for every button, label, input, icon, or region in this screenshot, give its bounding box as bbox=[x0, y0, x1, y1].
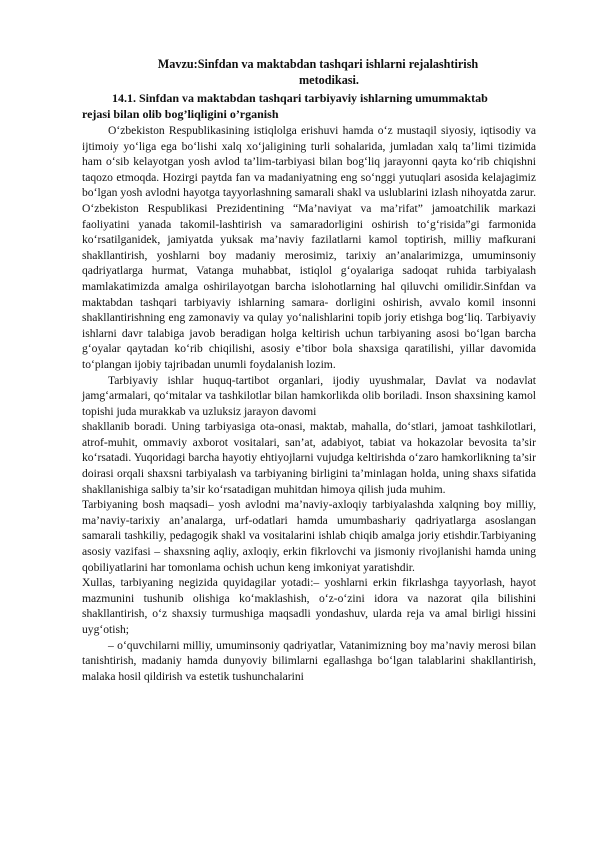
document-title-line2: metodikasi. bbox=[299, 73, 359, 87]
body-paragraph: – o‘quvchilarni milliy, umuminsoniy qadriyatlar, Vatanimizning boy ma’naviy merosi bilan tanishtirish, madaniy hamda dunyoviy bilimlarni egallashga bo‘lgan talablarini shakllantirish, malaka hosil qildirish va estetik tushunchalarini bbox=[82, 638, 536, 683]
document-title-line1: Mavzu:Sinfdan va maktabdan tashqari ishlarni rejalashtirish bbox=[157, 57, 479, 71]
body-paragraph: Tarbiyaning bosh maqsadi– yosh avlodni ma’naviy-axloqiy tarbiyalashda xalqning boy milliy, ma’naviy-tarixiy an’analarga, urf-odatlari hamda umumbashariy qadriyatlarga asoslangan samarali tashkiliy, pedagogik shakl va vositalarini ishlab chiqib amalga joriy etishdir.Tarbiyaning asosiy vazifasi – shaxsning aqliy, axloqiy, erkin fikrlovchi va jismoniy rivojlanishi hamda uning qobiliyatlarini har tomonlama ochish uchun keng imkoniyat yaratishdir. bbox=[82, 498, 536, 574]
section-heading-line1: 14.1. Sinfdan va maktabdan tashqari tarbiyaviy ishlarning umummaktab bbox=[112, 91, 488, 105]
section-heading-line2: rejasi bilan olib bog’liqligini o’rganish bbox=[82, 107, 279, 121]
body-paragraph: O‘zbekiston Respublikasining istiqlolga erishuvi hamda o‘z mustaqil siyosiy, iqtisodiy va ijtimoiy yo‘liga ega bo‘lishi xalq xo‘jaligining turli sohalarida, jumladan xalq ta’limi tizimida ham o‘sib kelayotgan yosh avlod ta’lim-tarbiyasi bilan bog‘liq jarayonni qayta ko‘rib chiqishni taqozo etmoqda. Hozirgi paytda fan va madaniyatning eng so‘nggi yutuqlari asosida kelajagimiz bo‘lgan yosh avlodni hayotga tayyorlashning samarali shakl va uslublarini izlash nihoyatda zarur. O‘zbekiston Respublikasi Prezidentining “Ma’naviyat va ma’rifat” jamoatchilik markazi faoliyatini yanada takomil-lashtirish va samaradorligini oshirish to‘g‘risida”gi farmonida ko‘rsatilganidek, jamiyatda yuksak ma’naviy fazilatlarni kamol toptirish, milliy mafkurani shakllantirish, yoshlarni boy madaniy merosimiz, tarixiy an’analarimizga, umuminsoniy qadriyatlarga hurmat, Vatanga muhabbat, istiqlol g‘oyalariga sadoqat ruhida tarbiyalash mamlakatimizda amalga oshirilayotgan barcha islohotlarning hal qiluvchi omilidir.Sinfdan va maktabdan tashqari tarbiyaviy ishlarning samara- dorligini oshirish, avvalo komil insonni shakllantirishning eng zamonaviy va qulay yo‘nalishlarini topib joriy etishga bog‘liq. Tarbiyaviy ishlarni davr talabiga javob beradigan holga keltirish uchun tarbiyaning asosi bo‘lgan barcha g‘oyalar qaytadan ko‘rib chiqilishi, asosiy e’tibor bola shaxsiga qaratilishi, yillar davomida to‘plangan ijobiy tajribadan unumli foydalanish lozim. bbox=[82, 124, 536, 371]
body-paragraph: Xullas, tarbiyaning negizida quyidagilar yotadi:– yoshlarni erkin fikrlashga tayyorlash, hayot mazmunini tushunib olishiga ko‘maklashish, o‘z-o‘zini idora va nazorat qila bilishini shakllantirish, o‘z shaxsiy turmushiga maqsadli yondashuv, ularda reja va amal birligi hissini uyg‘otish; bbox=[82, 576, 536, 636]
body-paragraph: Tarbiyaviy ishlar huquq-tartibot organlari, ijodiy uyushmalar, Davlat va nodavlat jamg‘armalari, qo‘mitalar va tashkilotlar bilan hamkorlikda olib boriladi. Inson shaxsining kamol topishi juda murakkab va uzluksiz jarayon davomi bbox=[82, 373, 536, 418]
body-paragraph: shakllanib boradi. Uning tarbiyasiga ota-onasi, maktab, mahalla, do‘stlari, jamoat tashkilotlari, atrof-muhit, ommaviy axborot vositalari, san’at, adabiyot, tabiat va hokazolar bevosita ta’sir ko‘rsatadi. Yuqoridagi barcha hayotiy ehtiyojlarni vujudga keltirishda o‘zaro hamkorlikning ta’sir doirasi orqali shaxsni tarbiyalash va tarbiyaning birligini ta’minlagan holda, uning shaxs sifatida shakllanishiga salbiy ta’sir ko‘rsatadigan muhitdan himoya qilish juda muhim. bbox=[82, 420, 536, 496]
